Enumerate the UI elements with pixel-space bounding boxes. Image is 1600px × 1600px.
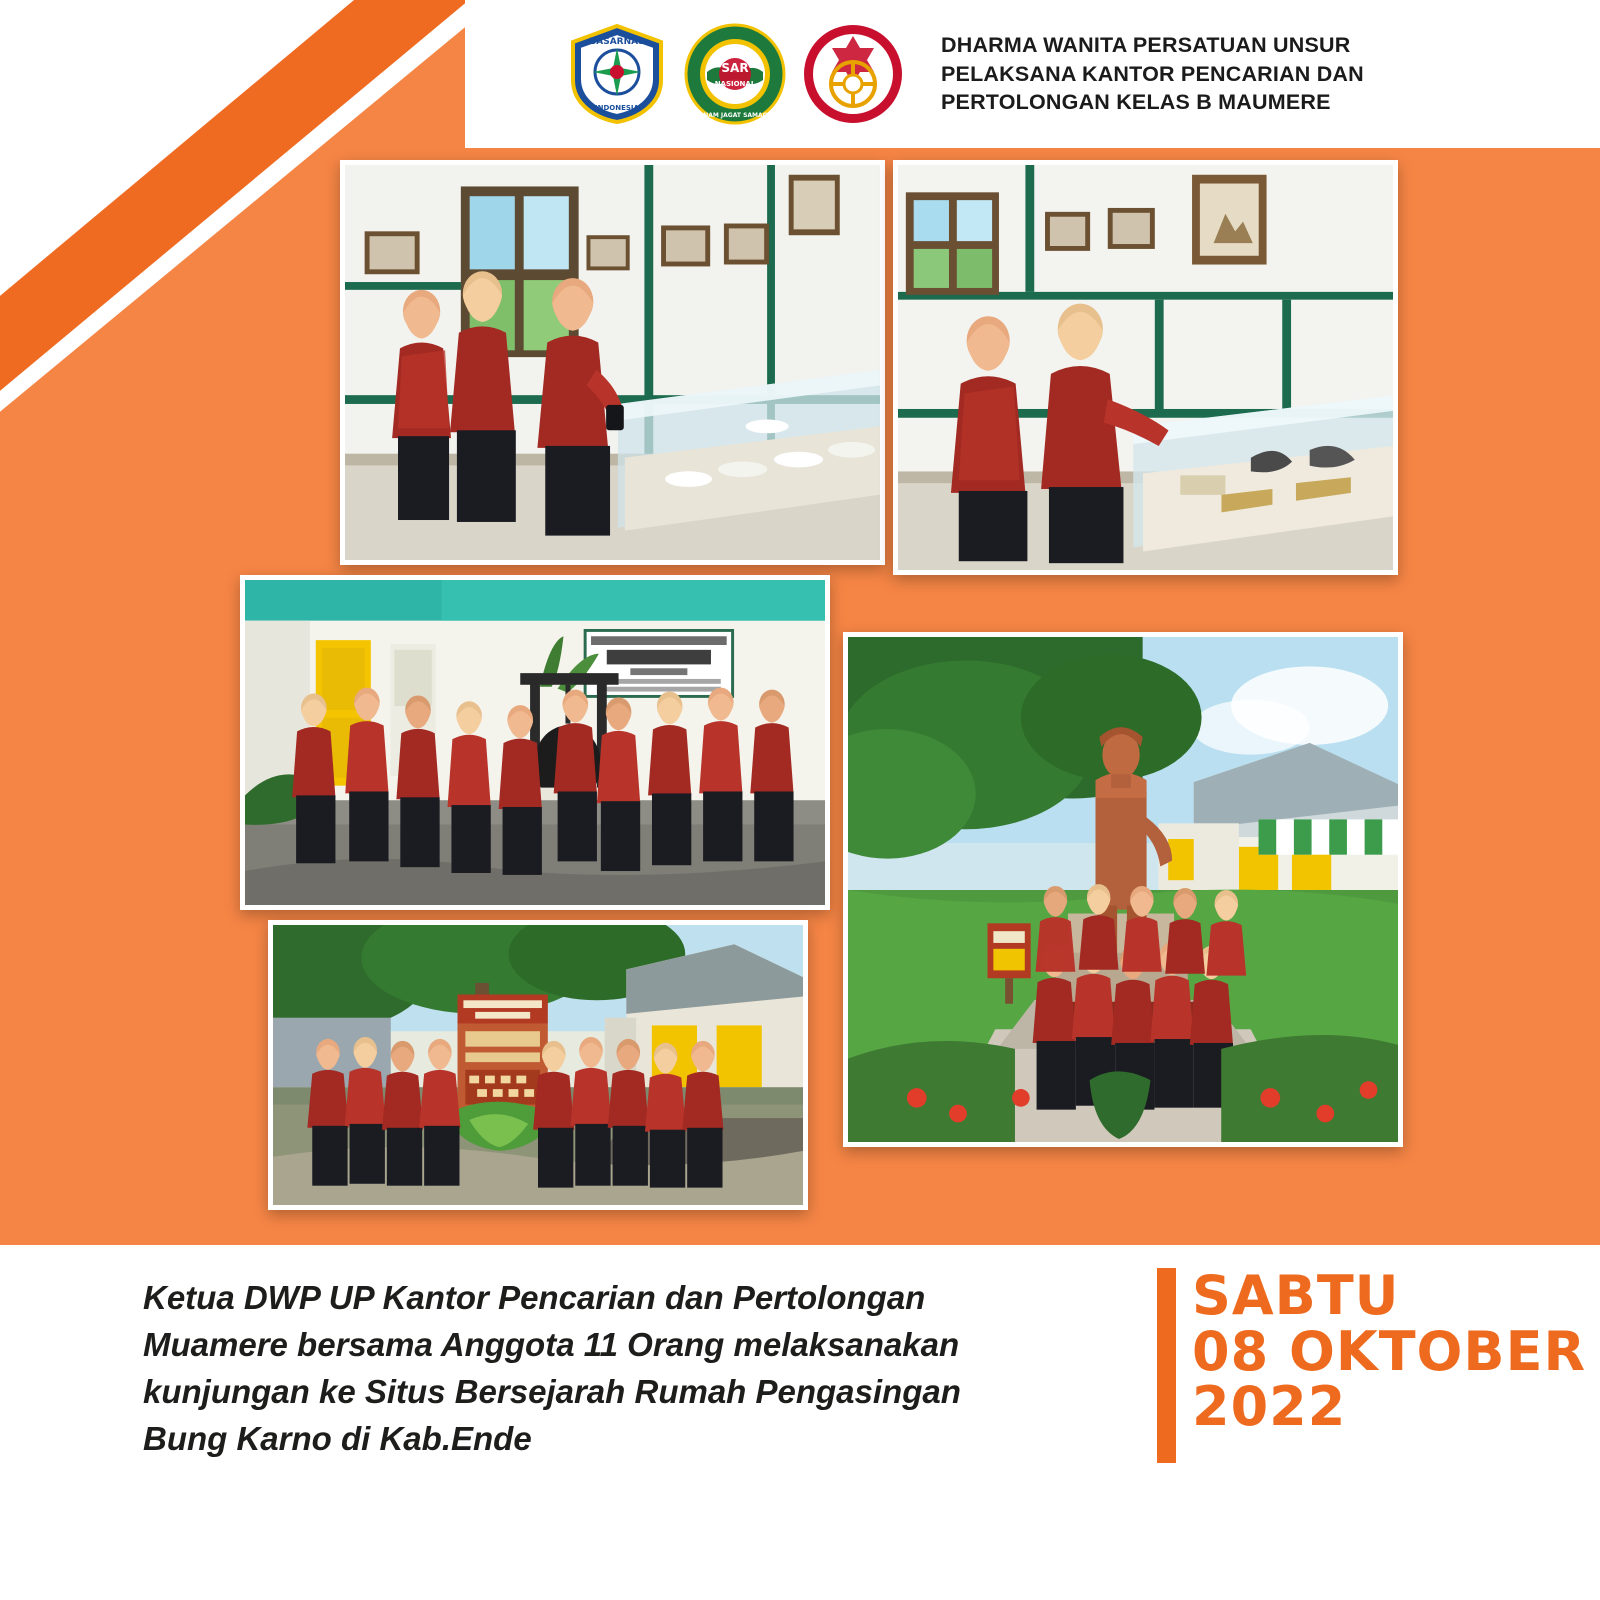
photo-group-at-well [240,575,830,910]
photo-group-at-site-plaque [268,920,808,1210]
sar-nasional-logo [683,22,787,126]
svg-text:INDONESIA: INDONESIA [595,104,639,112]
caption-line-1: Ketua DWP UP Kantor Pencarian dan Pertolongan [143,1279,926,1316]
header-title-line-1: DHARMA WANITA PERSATUAN UNSUR [941,33,1351,58]
svg-text:SAR: SAR [721,61,749,75]
svg-text:BASARNAS: BASARNAS [589,37,645,47]
date-date: 08 OKTOBER [1192,1319,1587,1383]
date-text [1192,1264,1587,1439]
caption-line-4: Bung Karno di Kab.Ende [143,1419,532,1457]
photo-museum-display-two-members [893,160,1398,575]
basarnas-logo [565,22,669,126]
caption-line-3: kunjungan ke Situs Bersejarah Rumah Pengasingan [143,1372,961,1410]
poster-header [465,0,1600,148]
date-block [1157,1264,1587,1463]
photo-museum-display-three-members [340,160,885,565]
header-title-line-3: PERTOLONGAN KELAS B MAUMERE [941,90,1331,115]
photo-group-at-bung-karno-statue [843,632,1403,1147]
header-title [941,31,1364,117]
date-year: 2022 [1192,1375,1347,1439]
dharma-wanita-persatuan-logo [801,22,905,126]
caption-line-2: Muamere bersama Anggota 11 Orang melaksanakan [143,1325,960,1363]
svg-text:NASIONAL: NASIONAL [714,80,756,88]
header-title-line-2: PELAKSANA KANTOR PENCARIAN DAN [941,61,1364,86]
caption-text [143,1275,1143,1462]
svg-text:AVIGNAM JAGAT SAMAGRAM: AVIGNAM JAGAT SAMAGRAM [687,112,783,119]
date-day: SABTU [1192,1264,1400,1327]
date-accent-bar [1157,1268,1176,1463]
